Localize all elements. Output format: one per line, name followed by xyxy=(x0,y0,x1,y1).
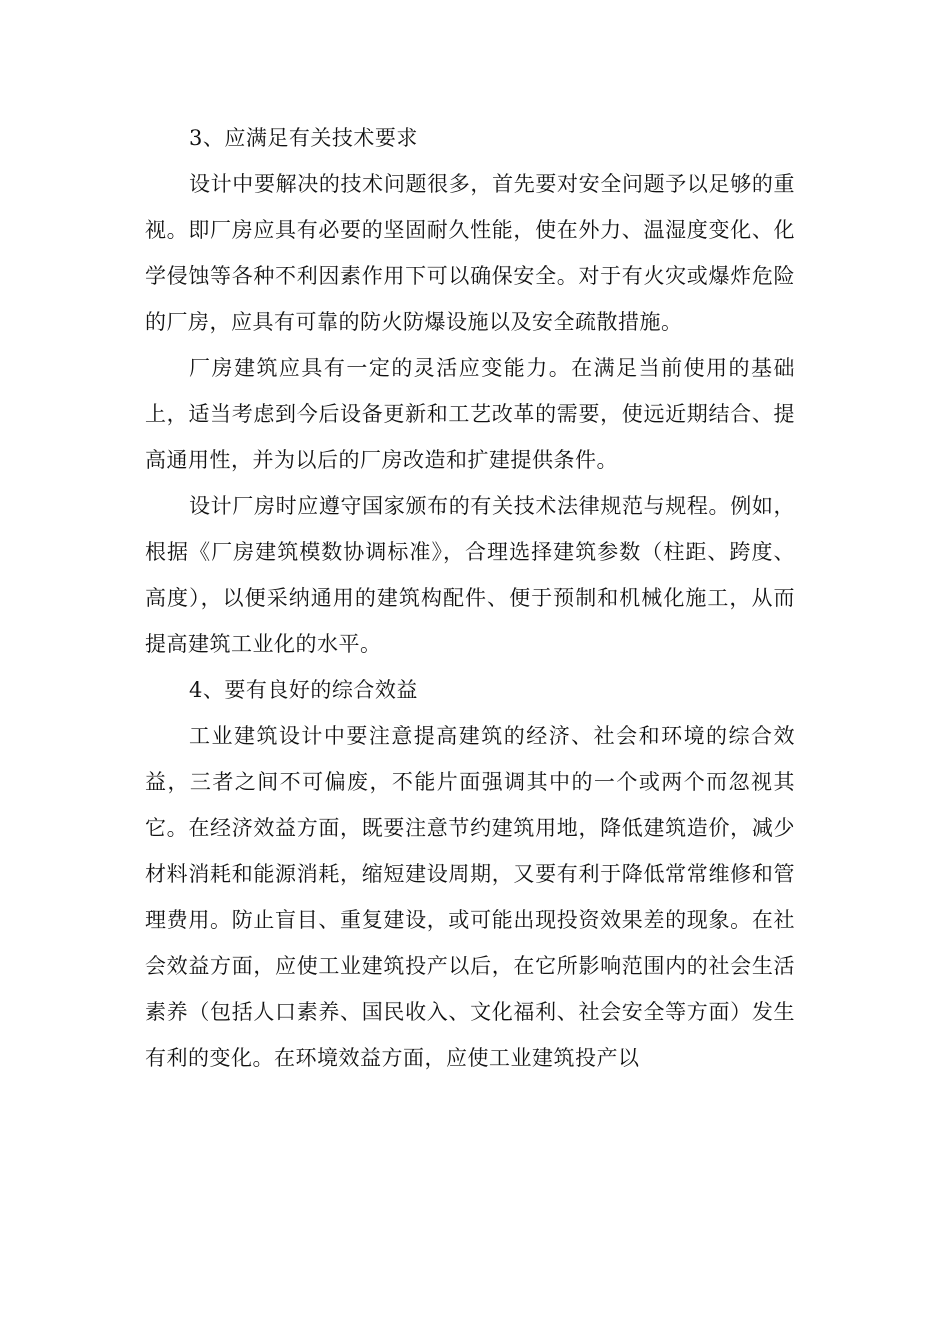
paragraph-flexibility: 厂房建筑应具有一定的灵活应变能力。在满足当前使用的基础上，适当考虑到今后设备更新和工艺改革的需要，使远近期结合、提高通用性，并为以后的厂房改造和扩建提供条件。 xyxy=(145,356,795,472)
section-heading-4: 4、要有良好的综合效益 xyxy=(189,678,418,702)
section-heading-3: 3、应满足有关技术要求 xyxy=(189,126,418,150)
paragraph-standards: 设计厂房时应遵守国家颁布的有关技术法律规范与规程。例如，根据《厂房建筑模数协调标准》，合理选择建筑参数（柱距、跨度、高度），以便采纳通用的建筑构配件、便于预制和机械化施工，从而提高建筑工业化的水平。 xyxy=(145,494,795,656)
paragraph-safety: 设计中要解决的技术问题很多，首先要对安全问题予以足够的重视。即厂房应具有必要的坚固耐久性能，使在外力、温湿度变化、化学侵蚀等各种不利因素作用下可以确保安全。对于有火灾或爆炸危险的厂房，应具有可靠的防火防爆设施以及安全疏散措施。 xyxy=(145,172,795,334)
document-body xyxy=(145,115,795,1081)
paragraph-benefits: 工业建筑设计中要注意提高建筑的经济、社会和环境的综合效益，三者之间不可偏废，不能片面强调其中的一个或两个而忽视其它。在经济效益方面，既要注意节约建筑用地，降低建筑造价，减少材料消耗和能源消耗，缩短建设周期，又要有利于降低常常维修和管理费用。防止盲目、重复建设，或可能出现投资效果差的现象。在社会效益方面，应使工业建筑投产以后，在它所影响范围内的社会生活素养（包括人口素养、国民收入、文化福利、社会安全等方面）发生有利的变化。在环境效益方面，应使工业建筑投产以 xyxy=(145,724,795,1070)
